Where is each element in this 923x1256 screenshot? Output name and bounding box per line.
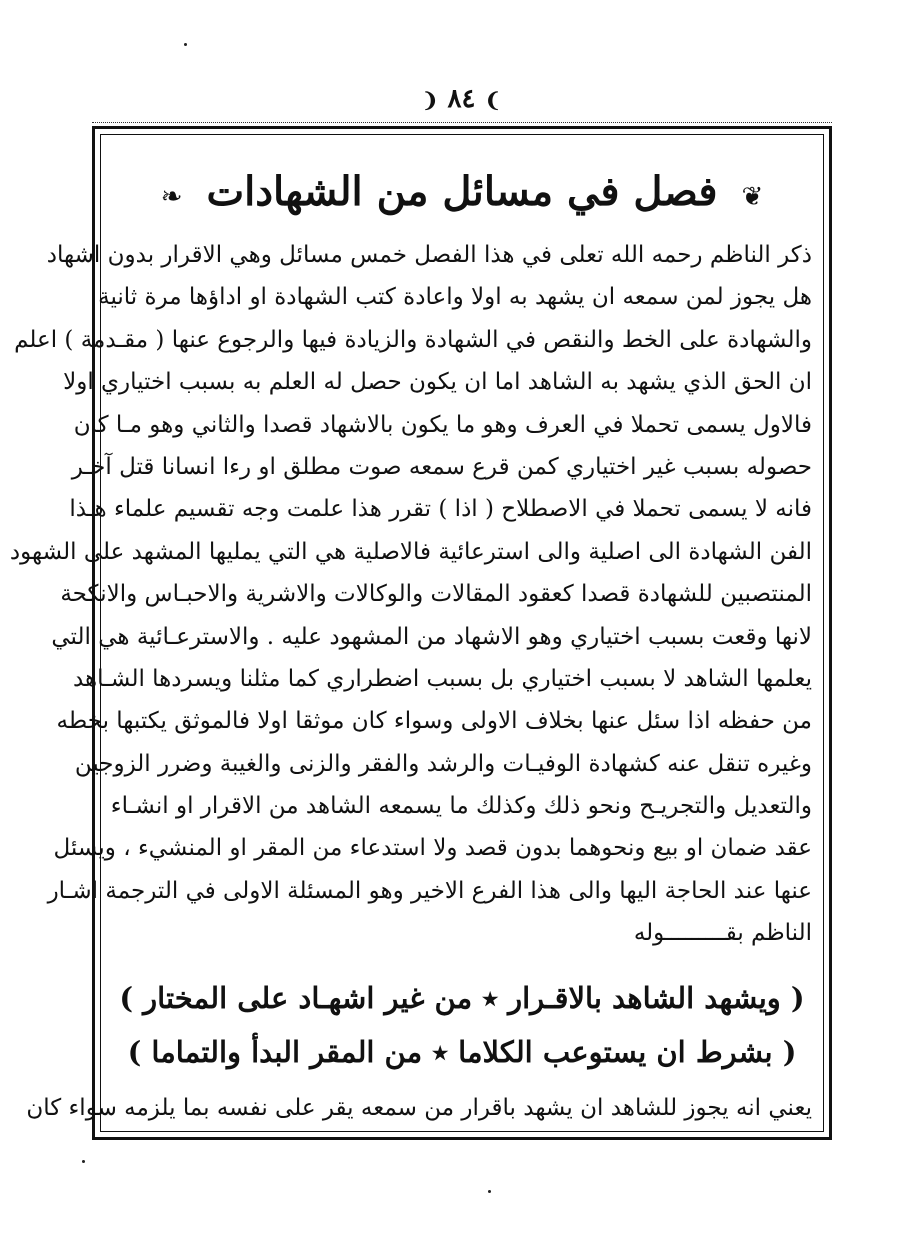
text-line: المنتصبين للشهادة قصدا كعقود المقالات والوكالات والاشرية والاحبـاس والانكحة bbox=[60, 581, 812, 608]
text-line: حصوله بسبب غير اختياري كمن قرع سمعه صوت مطلق او رءا انسانا قتل آخـر bbox=[71, 453, 812, 480]
heading-flourish-left: ❧ bbox=[160, 182, 183, 212]
text-line: ان الحق الذي يشهد به الشاهد اما ان يكون حصل له العلم به بسبب اختياري اولا bbox=[63, 369, 812, 396]
page-number-value: ٨٤ bbox=[447, 84, 476, 114]
page-number-ornament-left: ❩ bbox=[421, 88, 439, 112]
text-line: الفن الشهادة الى اصلية والى استرعائية فالاصلية هي التي يمليها المشهد على الشهود bbox=[9, 538, 812, 565]
text-line: من حفظه اذا سئل عنها بخلاف الاولى وسواء كان موثقا اولا فالموثق يكتبها بخطه bbox=[56, 708, 812, 735]
ink-speck bbox=[184, 43, 187, 46]
chapter-title: فصل في مسائل من الشهادات bbox=[206, 168, 718, 215]
ink-speck bbox=[488, 1190, 491, 1193]
page-number-ornament-right: ❨ bbox=[484, 88, 502, 112]
commentary-line: يعني انه يجوز للشاهد ان يشهد باقرار من سمعه يقر على نفسه بما يلزمه سواء كان bbox=[26, 1094, 812, 1121]
text-line: ذكر الناظم رحمه الله تعلى في هذا الفصل خمس مسائل وهي الاقرار بدون اشهاد bbox=[46, 242, 812, 268]
page-content bbox=[9, 150, 812, 1122]
heading-flourish-right: ❦ bbox=[741, 182, 764, 212]
verse-line: ( ويشهد الشاهد بالاقـرار ٭ من غير اشهـاد على المختار ) bbox=[119, 980, 805, 1015]
text-line: فالاول يسمى تحملا في العرف وهو ما يكون بالاشهاد قصدا والثاني وهو مـا كان bbox=[73, 411, 812, 438]
text-line: عقد ضمان او بيع ونحوهما بدون قصد ولا استدعاء من المقر او المنشيء ، ويسئل bbox=[53, 835, 812, 862]
verse-line: ( بشرط ان يستوعب الكلاما ٭ من المقر البدأ والتماما ) bbox=[127, 1034, 797, 1069]
body-paragraph bbox=[9, 234, 812, 955]
text-line: هل يجوز لمن سمعه ان يشهد به اولا واعادة كتب الشهادة او اداؤها مرة ثانية bbox=[98, 284, 812, 311]
top-rule bbox=[92, 122, 832, 123]
text-line: عنها عند الحاجة اليها والى هذا الفرع الاخير وهو المسئلة الاولى في الترجمة اشـار bbox=[47, 877, 812, 904]
text-line: فانه لا يسمى تحملا في الاصطلاح ( اذا ) تقرر هذا علمت وجه تقسيم علماء هـذا bbox=[69, 496, 812, 523]
text-line: وغيره تنقل عنه كشهادة الوفيـات والرشد والفقر والزنى والغيبة وضرر الزوجين bbox=[74, 750, 812, 777]
text-line: الناظم بقـــــــــوله bbox=[633, 920, 812, 947]
ink-speck bbox=[82, 1160, 85, 1163]
text-line: والتعديل والتجريـح ونحو ذلك وكذلك ما يسمعه الشاهد من الاقرار او انشـاء bbox=[110, 793, 812, 820]
chapter-heading bbox=[112, 150, 812, 234]
text-line: يعلمها الشاهد لا بسبب اختياري بل بسبب اضطراري كما مثلنا ويسردها الشـاهد bbox=[72, 665, 812, 692]
text-line: والشهادة على الخط والنقص في الشهادة والزيادة فيها والرجوع عنها ( مقـدمة ) اعلم bbox=[14, 326, 812, 353]
page-number bbox=[0, 84, 923, 114]
text-line: لانها وقعت بسبب اختياري وهو الاشهاد من المشهود عليه . والاسترعـائية هي التي bbox=[51, 623, 812, 650]
